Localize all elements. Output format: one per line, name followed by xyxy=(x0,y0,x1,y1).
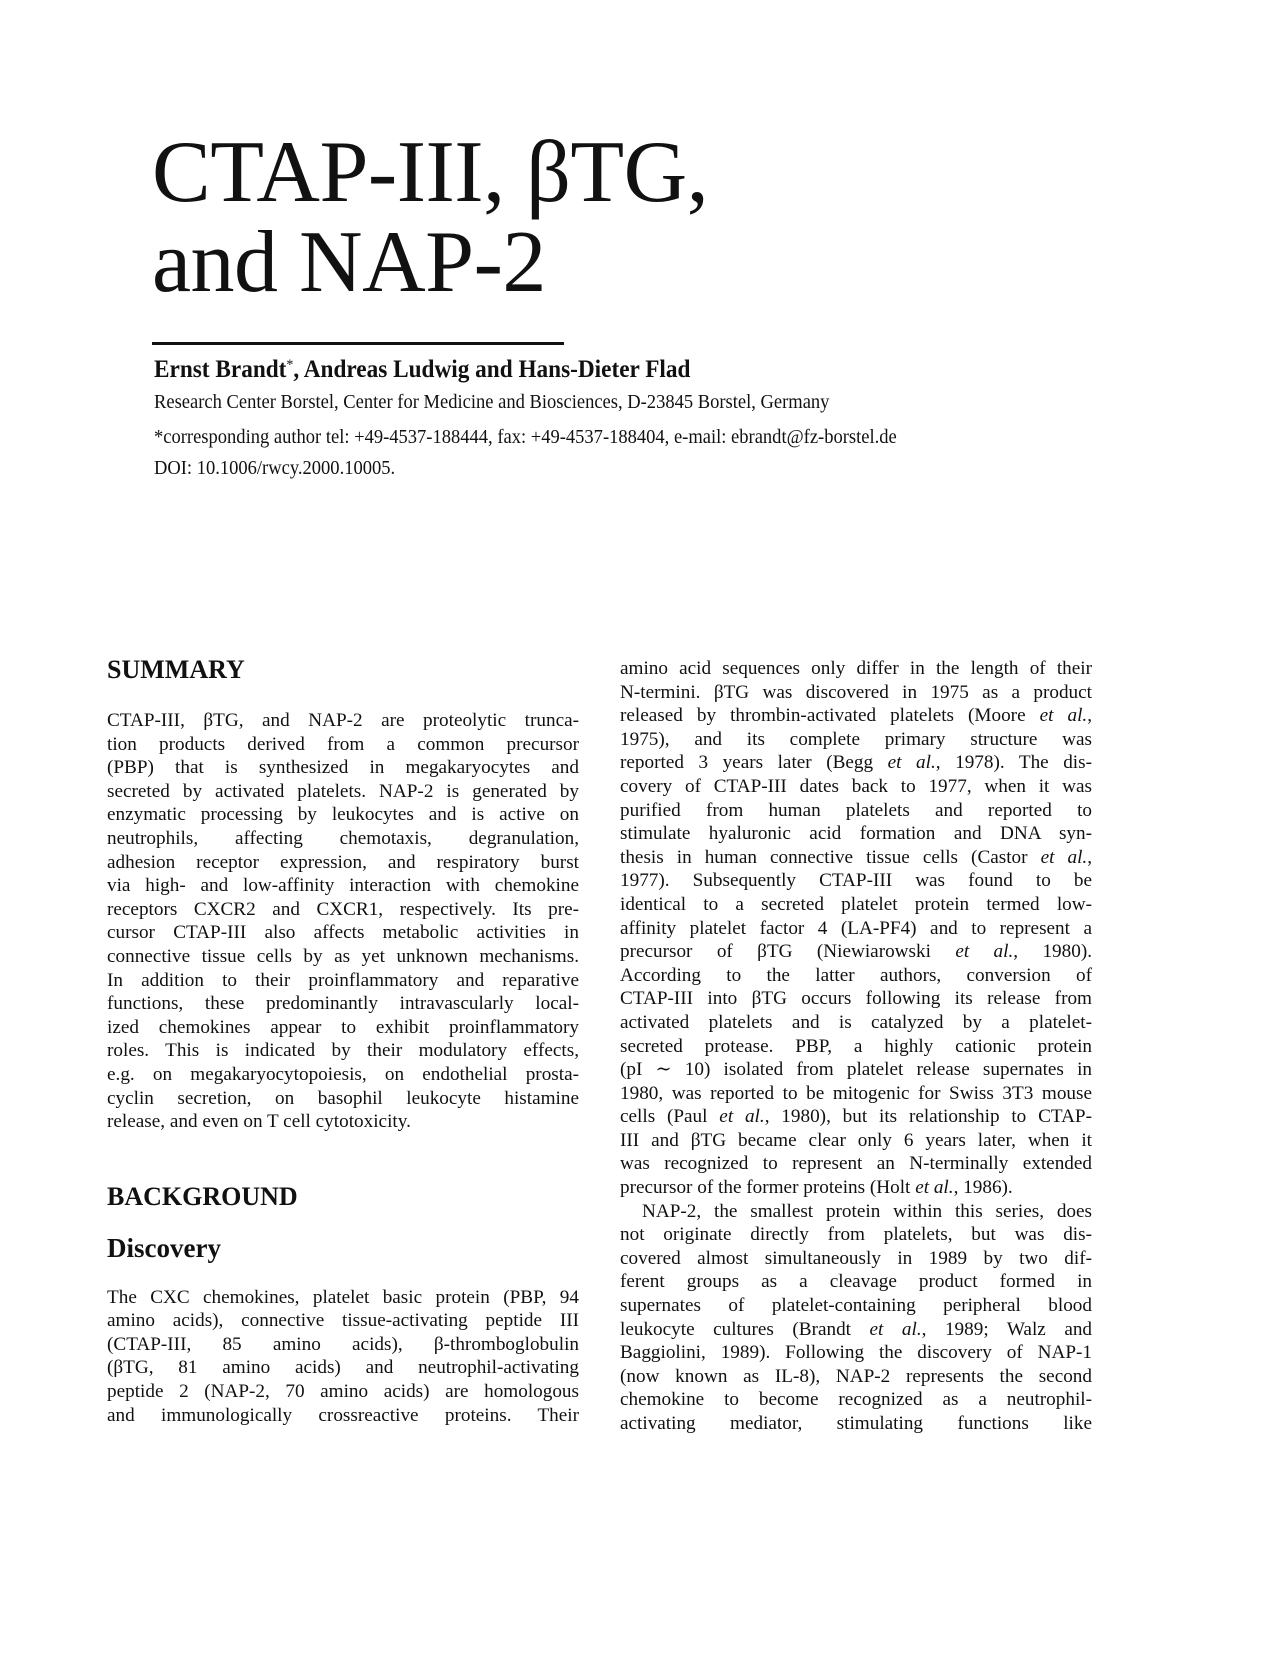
author-corresponding: Ernst Brandt xyxy=(154,356,287,383)
article-title xyxy=(152,124,709,311)
text-line: purified from human platelets and reported to xyxy=(620,799,1092,821)
text-line: enzymatic processing by leukocytes and is active on xyxy=(107,804,579,826)
text-line: not originate directly from platelets, but was dis- xyxy=(620,1224,1092,1246)
background-heading: BACKGROUND xyxy=(107,1181,298,1211)
text-line: CTAP-III into βTG occurs following its release from xyxy=(620,988,1092,1010)
text-line: (now known as IL-8), NAP-2 represents the second xyxy=(620,1365,1092,1387)
author-others: , Andreas Ludwig and Hans-Dieter Flad xyxy=(293,356,691,383)
text-line: was recognized to represent an N-terminally extended xyxy=(620,1153,1092,1175)
summary-heading: SUMMARY xyxy=(107,655,245,684)
discovery-subheading: Discovery xyxy=(107,1232,221,1263)
text-line: (CTAP-III, 85 amino acids), β-thromboglobulin xyxy=(107,1333,579,1355)
text-line: precursor of the former proteins (Holt et al., 1986). xyxy=(620,1177,1013,1199)
text-line: III and βTG became clear only 6 years later, when it xyxy=(620,1129,1092,1151)
text-line: cursor CTAP-III also affects metabolic activities in xyxy=(107,922,579,944)
text-line: secreted protease. PBP, a highly cationic protein xyxy=(620,1035,1092,1057)
title-rule-divider xyxy=(152,342,564,345)
text-line: e.g. on megakaryocytopoiesis, on endothelial prosta- xyxy=(107,1063,579,1085)
text-line: reported 3 years later (Begg et al., 1978). The dis- xyxy=(620,752,1092,774)
text-line: secreted by activated platelets. NAP-2 is generated by xyxy=(107,780,579,802)
text-line: peptide 2 (NAP-2, 70 amino acids) are homologous xyxy=(107,1381,579,1403)
column-left xyxy=(107,655,579,1427)
text-line: amino acid sequences only differ in the length of their xyxy=(620,658,1092,679)
text-line: The CXC chemokines, platelet basic protein (PBP, 94 xyxy=(107,1286,579,1308)
text-line: thesis in human connective tissue cells (Castor et al., xyxy=(620,846,1092,868)
text-line: affinity platelet factor 4 (LA-PF4) and to represent a xyxy=(620,917,1092,939)
text-line: In addition to their proinflammatory and reparative xyxy=(107,969,579,991)
corresponding-contact: *corresponding author tel: +49-4537-188444, fax: +49-4537-188404, e-mail: ebrandt@fz-borstel.de xyxy=(154,427,897,448)
text-line: release, and even on T cell cytotoxicity. xyxy=(107,1111,411,1133)
text-line: 1980, was reported to be mitogenic for Swiss 3T3 mouse xyxy=(620,1082,1092,1104)
text-line: connective tissue cells by as yet unknown mechanisms. xyxy=(107,945,579,967)
text-line: identical to a secreted platelet protein termed low- xyxy=(620,893,1092,915)
text-line: cells (Paul et al., 1980), but its relationship to CTAP- xyxy=(620,1106,1092,1128)
text-line: (βTG, 81 amino acids) and neutrophil-activating xyxy=(107,1357,579,1379)
text-line: N-termini. βTG was discovered in 1975 as a product xyxy=(620,681,1092,703)
text-line: adhesion receptor expression, and respiratory burst xyxy=(107,851,579,873)
text-line: supernates of platelet-containing peripheral blood xyxy=(620,1295,1092,1317)
text-line: ized chemokines appear to exhibit proinflammatory xyxy=(107,1016,579,1038)
author-list xyxy=(154,350,690,385)
text-line: (pI ∼ 10) isolated from platelet release supernates in xyxy=(620,1059,1092,1081)
text-line: According to the latter authors, conversion of xyxy=(620,964,1092,986)
text-line: stimulate hyaluronic acid formation and DNA syn- xyxy=(620,823,1092,845)
text-line: roles. This is indicated by their modulatory effects, xyxy=(107,1040,579,1062)
doi: DOI: 10.1006/rwcy.2000.10005. xyxy=(154,458,396,479)
text-line: covery of CTAP-III dates back to 1977, when it was xyxy=(620,775,1092,797)
title-line-2: and NAP-2 xyxy=(152,214,546,311)
text-line: 1975), and its complete primary structure was xyxy=(620,728,1092,750)
summary-paragraph xyxy=(107,709,579,1134)
column-right xyxy=(620,655,1092,1436)
text-line: released by thrombin-activated platelets (Moore et al., xyxy=(620,705,1092,727)
text-line: precursor of βTG (Niewiarowski et al., 1980). xyxy=(620,941,1092,963)
text-line: amino acids), connective tissue-activating peptide III xyxy=(107,1310,579,1332)
discovery-paragraph-start xyxy=(107,1286,579,1428)
text-line: tion products derived from a common precursor xyxy=(107,733,579,755)
text-line: NAP-2, the smallest protein within this series, does xyxy=(642,1200,1092,1222)
text-line: Baggiolini, 1989). Following the discovery of NAP-1 xyxy=(620,1342,1092,1364)
text-line: ferent groups as a cleavage product formed in xyxy=(620,1271,1092,1293)
discovery-paragraph-continued xyxy=(620,657,1092,1436)
affiliation: Research Center Borstel, Center for Medicine and Biosciences, D-23845 Borstel, Germany xyxy=(154,392,830,413)
text-line: activated platelets and is catalyzed by a platelet- xyxy=(620,1011,1092,1033)
text-line: neutrophils, affecting chemotaxis, degranulation, xyxy=(107,827,579,849)
text-line: 1977). Subsequently CTAP-III was found to be xyxy=(620,870,1092,892)
text-line: via high- and low-affinity interaction with chemokine xyxy=(107,875,579,897)
text-line: leukocyte cultures (Brandt et al., 1989; Walz and xyxy=(620,1318,1093,1340)
text-line: CTAP-III, βTG, and NAP-2 are proteolytic trunca- xyxy=(107,710,579,731)
text-line: chemokine to become recognized as a neutrophil- xyxy=(620,1389,1092,1411)
corresponding-mark: * xyxy=(286,357,294,373)
text-line: receptors CXCR2 and CXCR1, respectively. Its pre- xyxy=(107,898,579,920)
text-line: covered almost simultaneously in 1989 by two dif- xyxy=(620,1247,1092,1269)
title-line-1: CTAP-III, βTG, xyxy=(152,124,709,221)
text-line: functions, these predominantly intravascularly local- xyxy=(107,993,579,1015)
text-line: cyclin secretion, on basophil leukocyte histamine xyxy=(107,1087,579,1109)
text-line: and immunologically crossreactive proteins. Their xyxy=(107,1404,579,1426)
text-line: (PBP) that is synthesized in megakaryocytes and xyxy=(107,757,579,779)
text-line: activating mediator, stimulating functions like xyxy=(620,1413,1092,1434)
